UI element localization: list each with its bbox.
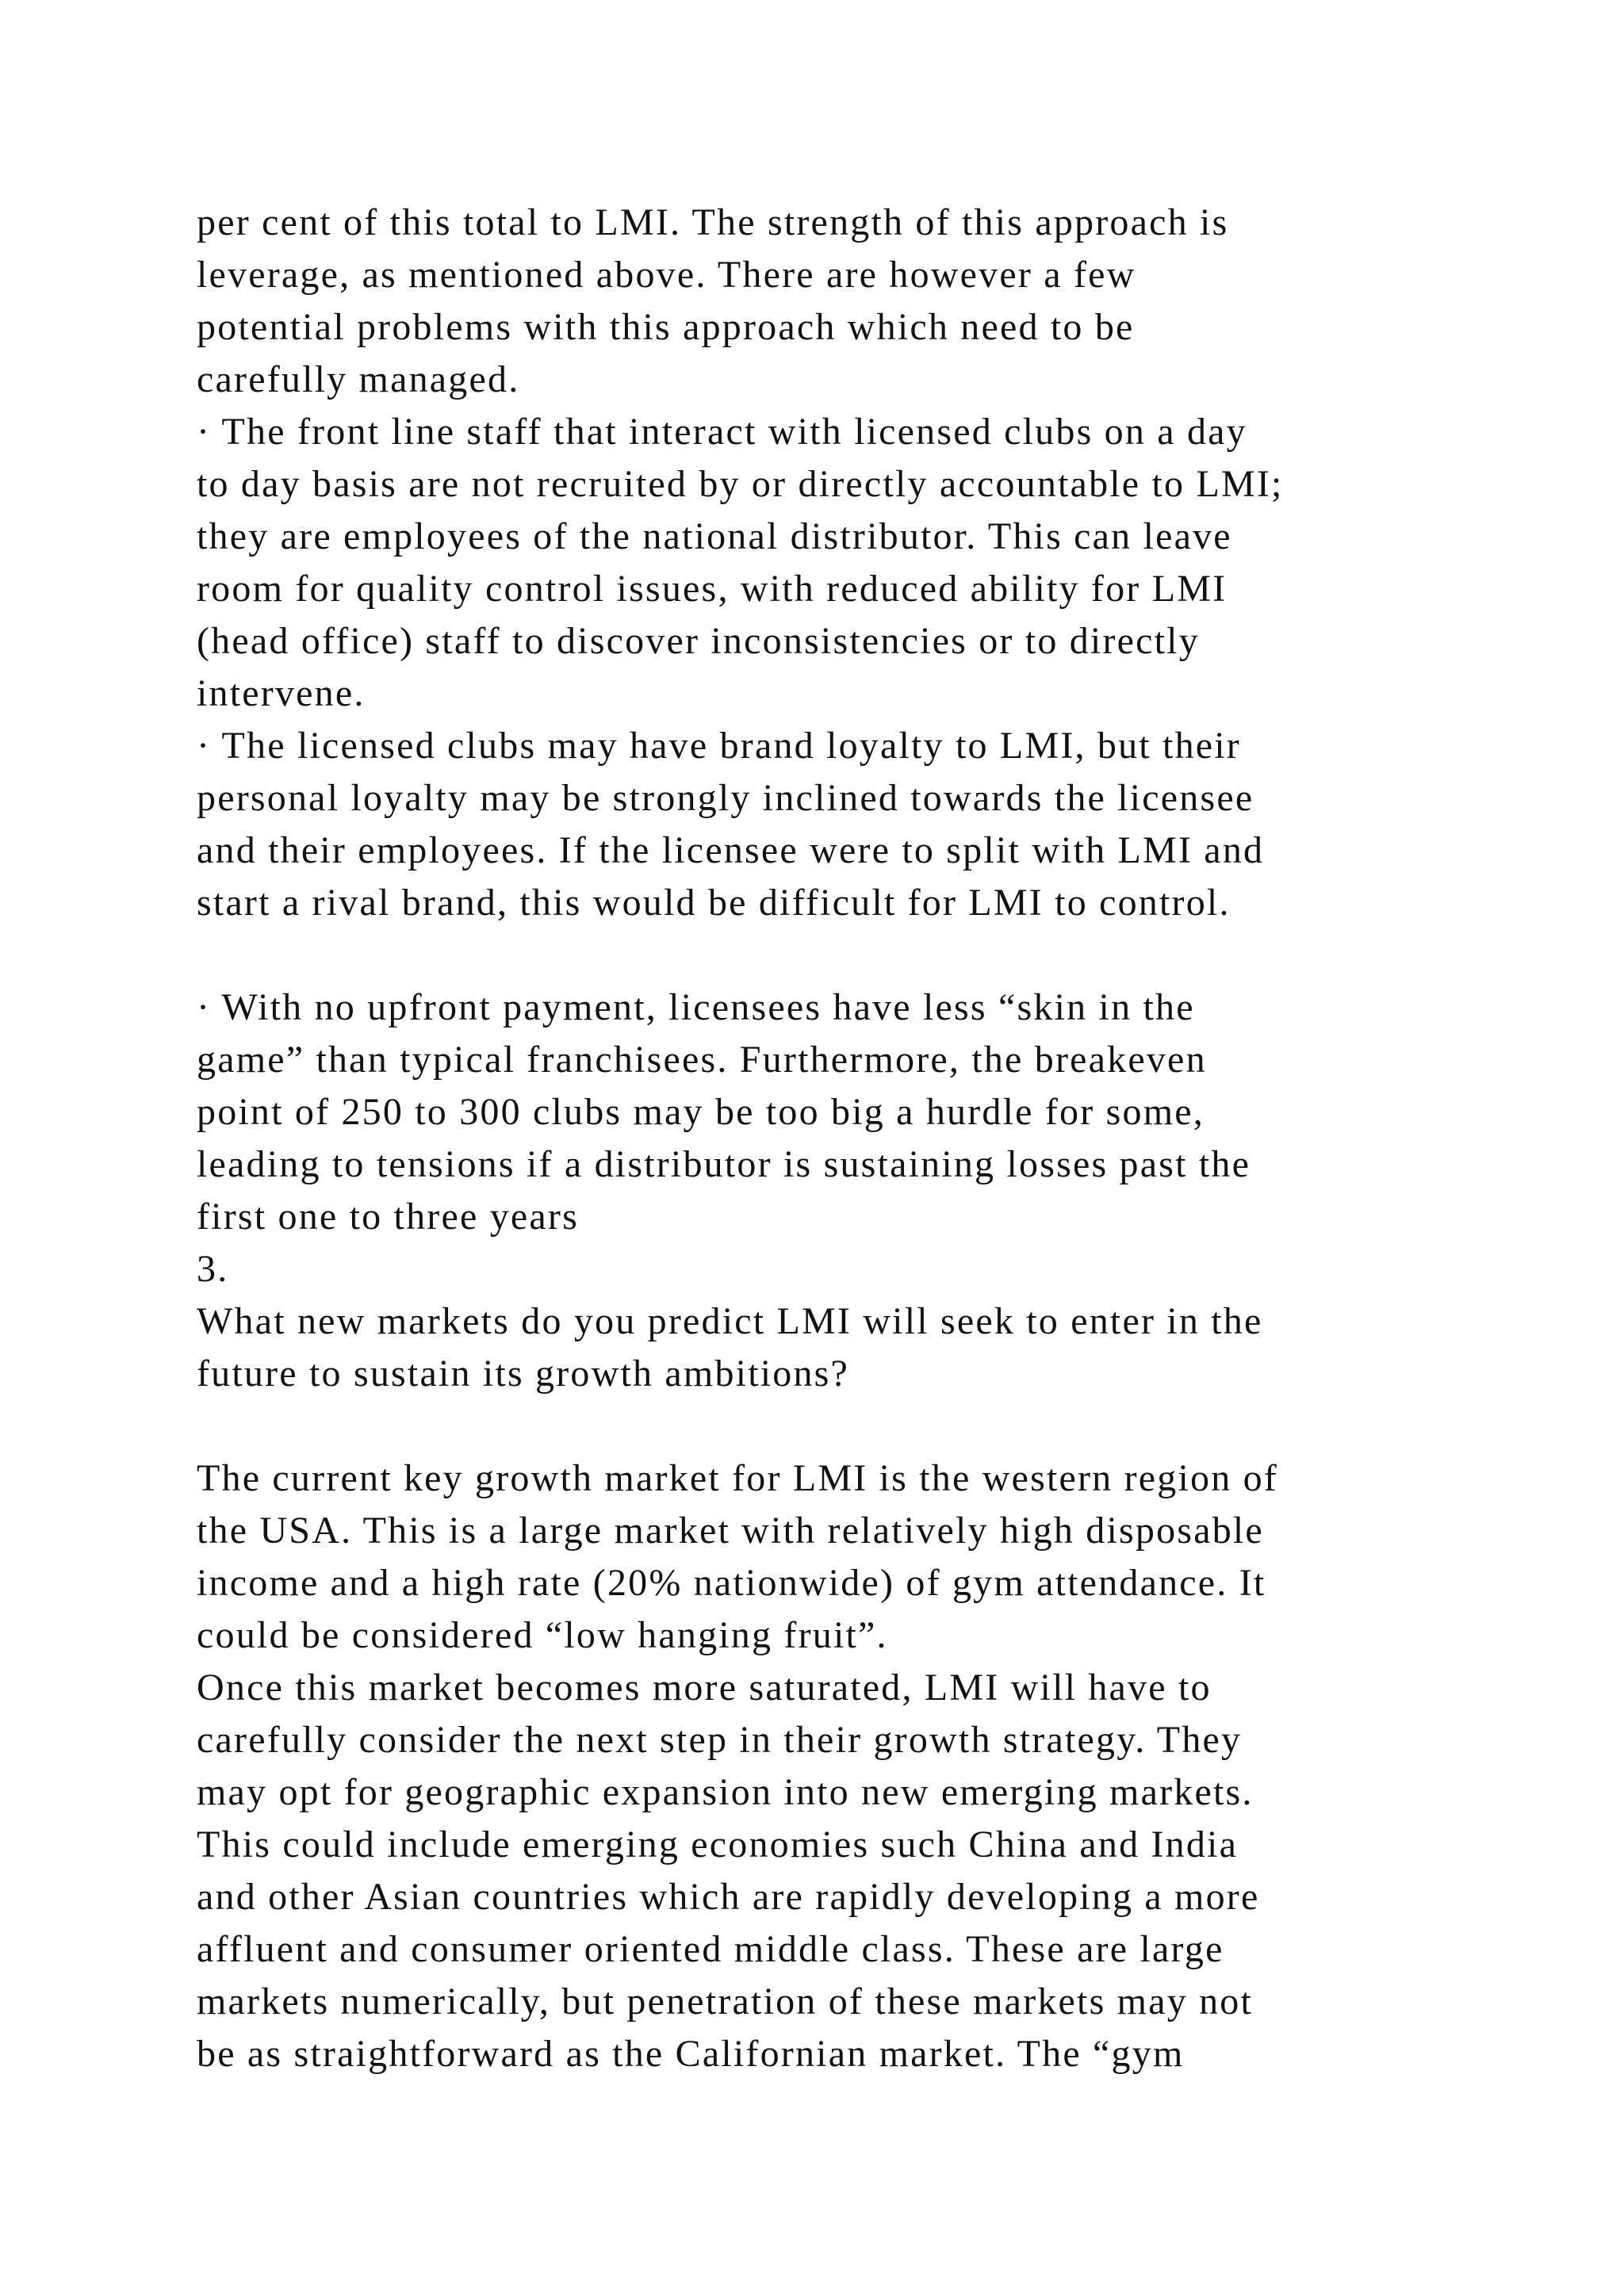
text-line: start a rival brand, this would be difficult for LMI to control.: [197, 882, 1231, 924]
text-line: they are employees of the national distributor. This can leave: [197, 515, 1232, 557]
text-line: first one to three years: [197, 1196, 579, 1238]
text-line: room for quality control issues, with reduced ability for LMI: [197, 568, 1228, 610]
text-line: and other Asian countries which are rapidly developing a more: [197, 1876, 1260, 1918]
text-line: point of 250 to 300 clubs may be too big a hurdle for some,: [197, 1091, 1205, 1133]
text-line: intervene.: [197, 672, 366, 714]
text-line: be as straightforward as the Californian market. The “gym: [197, 2033, 1185, 2075]
text-line: could be considered “low hanging fruit”.: [197, 1614, 888, 1656]
text-line: personal loyalty may be strongly inclined towards the licensee: [197, 777, 1254, 819]
text-line: the USA. This is a large market with relatively high disposable: [197, 1510, 1264, 1552]
question-number: 3.: [197, 1248, 229, 1290]
text-line: Once this market becomes more saturated, LMI will have to: [197, 1667, 1212, 1709]
question-text: future to sustain its growth ambitions?: [197, 1353, 850, 1395]
bullet-line: · The licensed clubs may have brand loyalty to LMI, but their: [197, 725, 1241, 767]
text-line: and their employees. If the licensee were to split with LMI and: [197, 829, 1265, 871]
bullet-line: · The front line staff that interact with licensed clubs on a day: [197, 411, 1247, 453]
text-line: The current key growth market for LMI is the western region of: [197, 1457, 1278, 1499]
text-line: leading to tensions if a distributor is sustaining losses past the: [197, 1143, 1251, 1185]
text-line: game” than typical franchisees. Furthermore, the breakeven: [197, 1039, 1207, 1081]
text-line: income and a high rate (20% nationwide) of gym attendance. It: [197, 1562, 1266, 1604]
document-page: [197, 197, 1497, 2080]
text-line: This could include emerging economies such China and India: [197, 1823, 1239, 1866]
text-line: per cent of this total to LMI. The strength of this approach is: [197, 201, 1229, 243]
text-line: may opt for geographic expansion into new emerging markets.: [197, 1771, 1254, 1813]
text-line: carefully consider the next step in their growth strategy. They: [197, 1719, 1243, 1761]
text-line: leverage, as mentioned above. There are however a few: [197, 254, 1136, 296]
text-line: to day basis are not recruited by or directly accountable to LMI;: [197, 463, 1284, 505]
bullet-line: · With no upfront payment, licensees have less “skin in the: [197, 986, 1195, 1028]
blank-line: [197, 929, 1497, 982]
question-text: What new markets do you predict LMI will seek to enter in the: [197, 1300, 1263, 1342]
text-line: (head office) staff to discover inconsistencies or to directly: [197, 620, 1200, 662]
text-line: affluent and consumer oriented middle class. These are large: [197, 1928, 1224, 1970]
text-line: potential problems with this approach which need to be: [197, 306, 1135, 348]
text-line: carefully managed.: [197, 358, 520, 400]
text-line: markets numerically, but penetration of these markets may not: [197, 1980, 1254, 2022]
blank-line: [197, 1400, 1497, 1452]
